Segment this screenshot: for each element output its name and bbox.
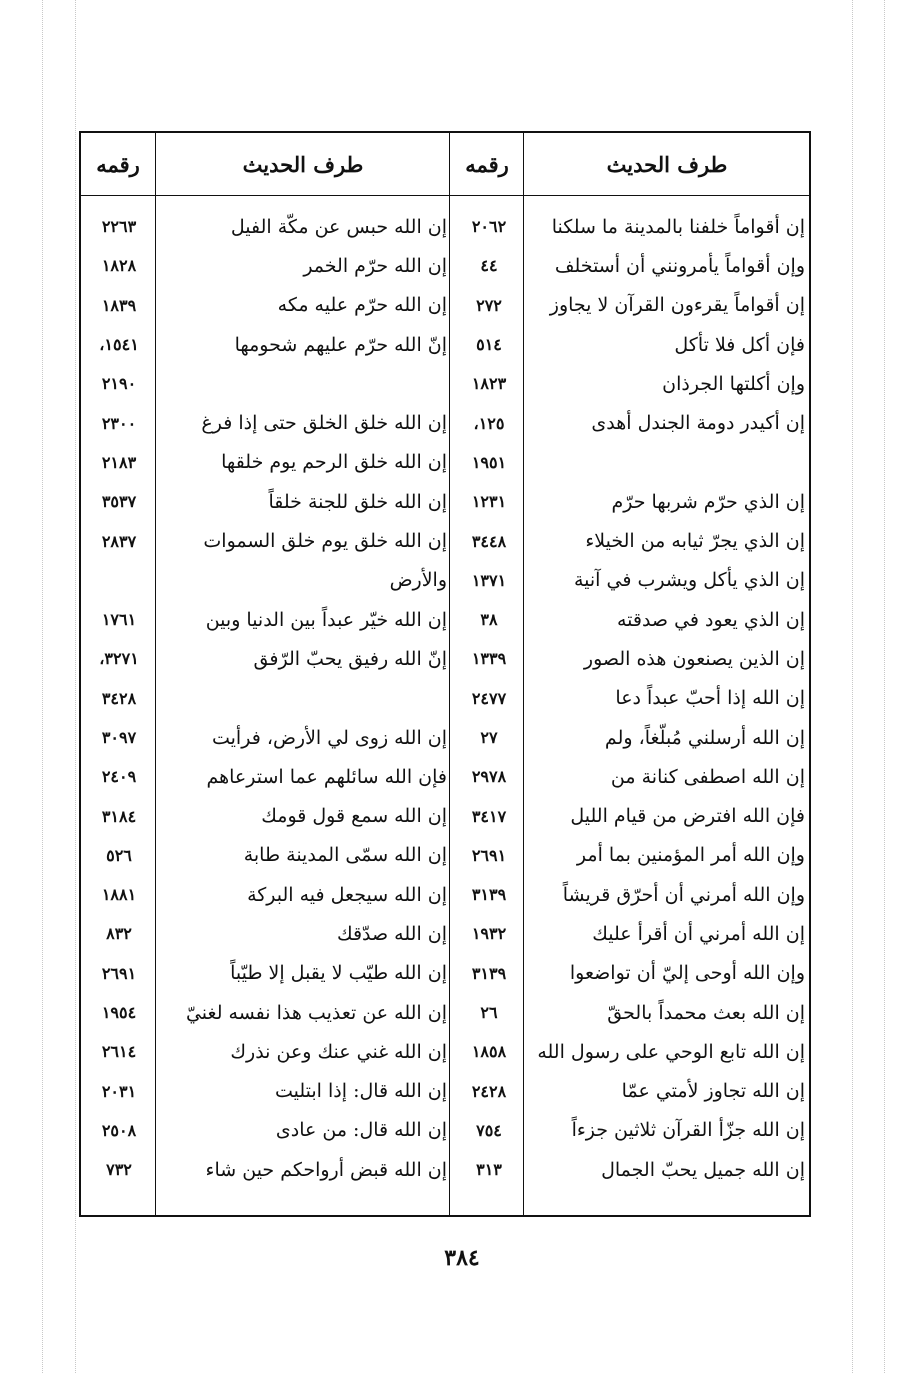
- table-row: [81, 246, 809, 285]
- hadith-number-right: ٤٤: [480, 256, 498, 276]
- hadith-number-right: ٣١٣٩: [471, 885, 507, 905]
- table-row: [81, 443, 809, 482]
- hadith-number-left: ٣١٨٤: [101, 806, 137, 826]
- hadith-number-left: ٣٢٧١،: [99, 649, 139, 669]
- table-row: [81, 914, 809, 953]
- header-divider: [81, 195, 809, 196]
- hadith-number-right: ١٩٣٢: [471, 924, 507, 944]
- table-row: [81, 836, 809, 875]
- table-row: [81, 403, 809, 442]
- hadith-number-right: ١٣٧١: [471, 570, 507, 590]
- hadith-text-right: إن الله جميل يحبّ الجمال: [601, 1158, 805, 1181]
- hadith-text-left: إن الله سمّى المدينة طابة: [243, 844, 447, 867]
- hadith-number-left: ٢٣٠٠: [101, 413, 137, 433]
- hadith-text-left: إنّ الله رفيق يحبّ الرّفق: [253, 647, 447, 670]
- hadith-text-right: إن الذي يأكل ويشرب في آنية: [573, 569, 805, 592]
- hadith-number-right: ٢٧: [480, 728, 498, 747]
- hadith-number-left: ١٨٨١: [101, 885, 137, 905]
- hadith-text-left: إن الله عن تعذيب هذا نفسه لغنيّ: [185, 1001, 447, 1024]
- hadith-number-left: ١٨٢٨: [101, 256, 137, 276]
- table-row: [81, 1072, 809, 1111]
- hadith-number-right: ١٨٢٣: [471, 374, 507, 394]
- hadith-number-left: ٢٠٣١: [101, 1081, 137, 1101]
- hadith-number-left: ٣٥٣٧: [101, 492, 137, 512]
- hadith-text-left: إن الله خيّر عبداً بين الدنيا وبين: [205, 608, 447, 631]
- table-row: [81, 325, 809, 364]
- hadith-text-right: إن الله تجاوز لأمتي عمّا: [621, 1080, 805, 1103]
- right-margin-dots-2: [884, 0, 886, 1373]
- table-row: [81, 286, 809, 325]
- hadith-text-left: والأرض: [389, 569, 447, 592]
- hadith-number-left: ٢٥٠٨: [101, 1120, 137, 1140]
- hadith-number-left: ٢٤٠٩: [101, 767, 137, 787]
- hadith-number-right: ٣١٣٩: [471, 963, 507, 983]
- hadith-number-right: ٣٨: [480, 610, 498, 630]
- hadith-text-left: إن الله سيجعل فيه البركة: [247, 883, 447, 906]
- hadith-text-left: إن الله طيّب لا يقبل إلا طيّباً: [230, 962, 447, 985]
- hadith-number-right: ١٨٥٨: [471, 1042, 507, 1062]
- hadith-number-left: ٢٨٣٧: [101, 531, 137, 551]
- hadith-number-left: ٢٦٩١: [101, 963, 137, 983]
- hadith-number-right: ١٢٥،: [473, 413, 505, 433]
- hadith-text-left: إن الله خلق الرحم يوم خلقها: [221, 451, 447, 474]
- hadith-text-left: إن الله زوى لي الأرض، فرأيت: [211, 726, 447, 749]
- table-row: [81, 796, 809, 835]
- hadith-text-right: وإن الله أمرني أن أحرّق قريشاً: [562, 883, 805, 906]
- hadith-number-left: ٧٣٢: [106, 1160, 132, 1180]
- table-row: [81, 1150, 809, 1189]
- hadith-number-right: ٧٥٤: [476, 1120, 502, 1140]
- hadith-text-left: إن الله قبض أرواحكم حين شاء: [205, 1158, 447, 1181]
- hadith-number-right: ٢٤٢٨: [471, 1081, 507, 1101]
- hadith-number-right: ٢٠٦٢: [471, 217, 507, 237]
- hadith-number-left: ٢٦١٤: [101, 1042, 137, 1062]
- hadith-text-left: إن الله خلق للجنة خلقاً: [268, 490, 447, 513]
- table-row: [81, 718, 809, 757]
- hadith-text-right: فإن أكل فلا تأكل: [674, 333, 805, 356]
- hadith-number-right: ٣٤٤٨: [471, 531, 507, 551]
- hadith-number-left: ١٨٣٩: [101, 295, 137, 315]
- hadith-text-right: إن الله تابع الوحي على رسول الله: [537, 1040, 805, 1063]
- hadith-number-left: ٣٠٩٧: [101, 728, 137, 747]
- hadith-number-left: ١٩٥٤: [101, 1003, 137, 1023]
- table-row: [81, 207, 809, 246]
- page-number: ٣٨٤: [444, 1245, 480, 1271]
- table-row: [81, 482, 809, 521]
- hadith-text-left: فإن الله سائلهم عما استرعاهم: [206, 765, 447, 788]
- table-row: [81, 875, 809, 914]
- table-row: [81, 521, 809, 560]
- hadith-number-right: ١٢٣١: [471, 492, 507, 512]
- hadith-number-right: ٣١٣: [476, 1160, 502, 1180]
- hadith-number-right: ٥١٤: [476, 335, 502, 355]
- hadith-number-right: ٢٧٢: [476, 295, 502, 315]
- table-row: [81, 364, 809, 403]
- hadith-number-right: ٢٤٧٧: [471, 688, 507, 708]
- table-row: [81, 993, 809, 1032]
- table-row: [81, 1032, 809, 1071]
- hadith-text-left: إن الله قال: إذا ابتليت: [274, 1080, 447, 1103]
- hadith-text-left: إن الله خلق الخلق حتى إذا فرغ: [201, 412, 447, 435]
- hadith-number-left: ٢٢٦٣: [101, 217, 137, 237]
- hadith-number-left: ١٧٦١: [101, 610, 137, 630]
- table-row: [81, 600, 809, 639]
- hadith-number-right: ٢٩٧٨: [471, 767, 507, 787]
- hadith-number-left: ٢١٨٣: [101, 452, 137, 472]
- hadith-text-left: إنّ الله حرّم عليهم شحومها: [234, 333, 447, 356]
- hadith-text-left: إن الله قال: من عادى: [275, 1119, 447, 1142]
- hadith-text-right: إن الله أمرني أن أقرأ عليك: [592, 922, 805, 945]
- hadith-text-left: إن الله غني عنك وعن نذرك: [230, 1040, 447, 1063]
- hadith-text-right: وإن أكلتها الجرذان: [662, 372, 805, 395]
- header-hadith-text-right: طرف الحديث: [606, 151, 728, 177]
- hadith-text-left: إن الله صدّقك: [336, 922, 447, 945]
- header-number-right: رقمه: [465, 151, 509, 177]
- hadith-number-right: ٢٦٩١: [471, 845, 507, 865]
- hadith-number-left: ٢١٩٠: [101, 374, 137, 394]
- right-margin-dots: [852, 0, 854, 1373]
- hadith-text-right: إن الذين يصنعون هذه الصور: [583, 647, 805, 670]
- hadith-text-right: إن أقواماً خلفنا بالمدينة ما سلكنا: [551, 215, 805, 238]
- left-margin-dots: [42, 0, 44, 1373]
- hadith-text-left: [161, 679, 453, 718]
- hadith-number-left: ١٥٤١،: [99, 335, 139, 355]
- hadith-text-right: [525, 443, 805, 482]
- hadith-text-left: إن الله خلق يوم خلق السموات: [203, 530, 447, 553]
- hadith-number-right: ١٩٥١: [471, 452, 507, 472]
- table-row: [81, 757, 809, 796]
- index-rows: [81, 207, 809, 1189]
- hadith-text-left: إن الله حرّم عليه مكه: [277, 294, 447, 317]
- left-margin-dots-2: [75, 0, 77, 1373]
- hadith-text-right: إن الله إذا أحبّ عبداً دعا: [615, 687, 805, 710]
- hadith-text-right: إن الذي حرّم شربها حرّم: [611, 490, 805, 513]
- hadith-text-right: إن الذي يجرّ ثيابه من الخيلاء: [585, 530, 805, 553]
- hadith-text-right: فإن الله افترض من قيام الليل: [570, 805, 805, 828]
- hadith-number-left: ٣٤٢٨: [101, 688, 137, 708]
- hadith-text-right: إن أكيدر دومة الجندل أهدى: [591, 412, 805, 435]
- hadith-text-right: إن الله اصطفى كنانة من: [610, 765, 805, 788]
- hadith-text-right: وإن أقواماً يأمرونني أن أستخلف: [554, 254, 805, 277]
- hadith-text-left: إن الله حرّم الخمر: [303, 254, 447, 277]
- table-row: [81, 561, 809, 600]
- hadith-index-table: [79, 131, 811, 1217]
- table-row: [81, 679, 809, 718]
- table-row: [81, 639, 809, 678]
- hadith-number-left: [83, 561, 155, 600]
- hadith-number-right: ١٣٣٩: [471, 649, 507, 669]
- table-row: [81, 1111, 809, 1150]
- hadith-text-right: إن الذي يعود في صدقته: [616, 608, 805, 631]
- hadith-number-right: ٢٦: [480, 1003, 498, 1023]
- table-row: [81, 954, 809, 993]
- hadith-text-right: إن الله أرسلني مُبلّغاً، ولم: [604, 726, 805, 749]
- hadith-text-left: إن الله حبس عن مكّة الفيل: [230, 215, 447, 238]
- hadith-text-left: [161, 364, 453, 403]
- hadith-text-right: إن أقواماً يقرءون القرآن لا يجاوز: [549, 294, 805, 317]
- hadith-number-left: ٥٢٦: [106, 845, 132, 865]
- hadith-text-left: إن الله سمع قول قومك: [261, 805, 447, 828]
- hadith-text-right: وإن الله أوحى إليّ أن تواضعوا: [569, 962, 805, 985]
- header-hadith-text-left: طرف الحديث: [242, 151, 364, 177]
- hadith-text-right: إن الله بعث محمداً بالحقّ: [607, 1001, 805, 1024]
- header-number-left: رقمه: [96, 151, 140, 177]
- hadith-text-right: وإن الله أمر المؤمنين بما أمر: [576, 844, 805, 867]
- hadith-number-left: ٨٣٢: [106, 924, 132, 944]
- hadith-text-right: إن الله جزّأ القرآن ثلاثين جزءاً: [571, 1119, 805, 1142]
- hadith-number-right: ٣٤١٧: [471, 806, 507, 826]
